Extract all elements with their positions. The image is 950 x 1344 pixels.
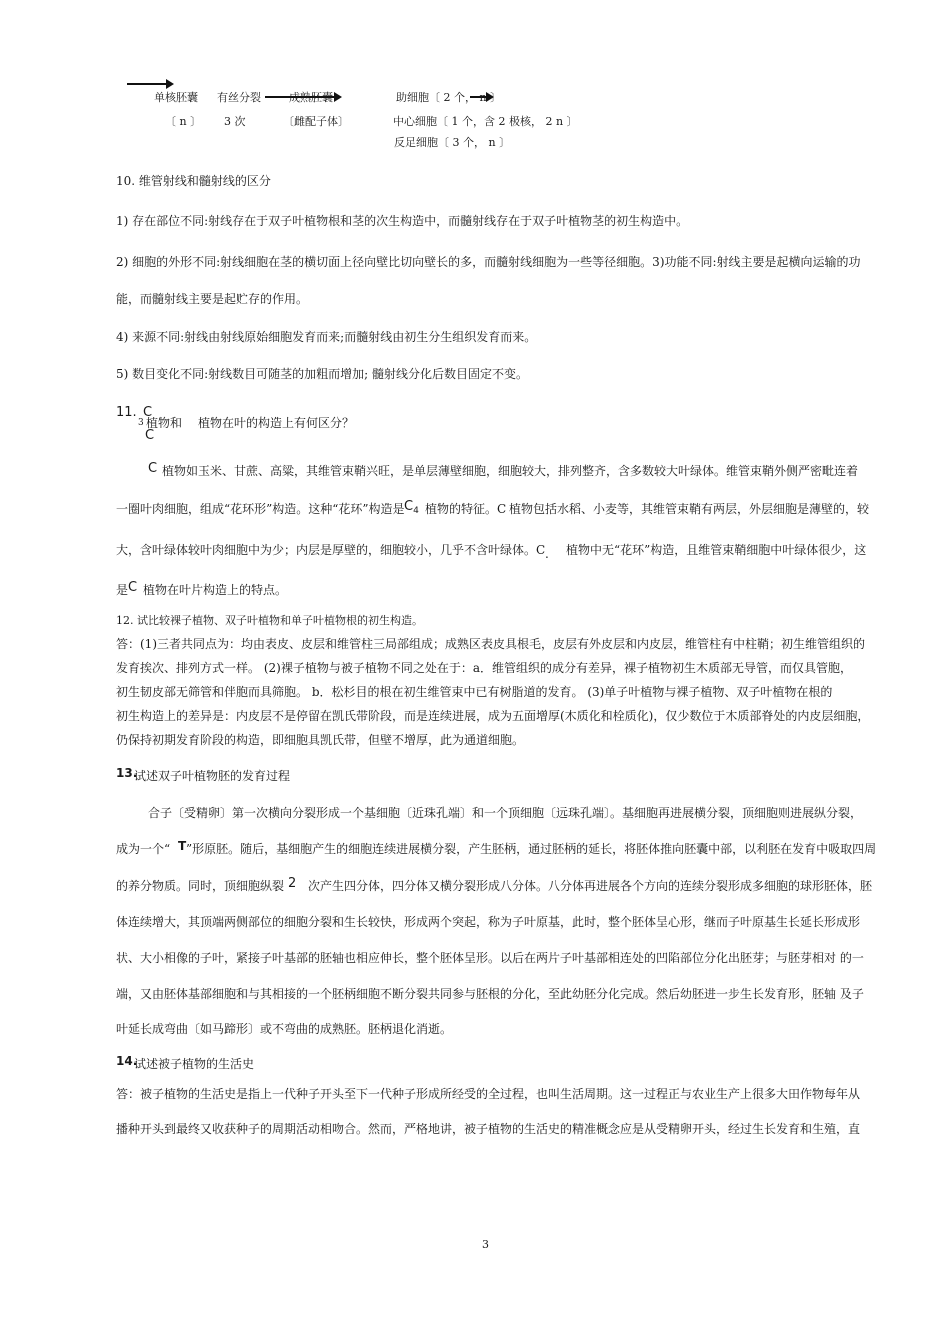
diagram-uninucleate-embryo-sac: 单核胚囊 <box>154 91 198 104</box>
q10-paragraph: 2) 细胞的外形不同:射线细胞在茎的横切面上径向壁比切向壁长的多，而髓射线细胞为一些等径细胞。3)功能不同:射线主要是起横向运输的功 <box>116 255 861 269</box>
diagram-n: 〔 n 〕 <box>165 115 202 128</box>
q10-paragraph: 能，而髓射线主要是起贮存的作用。 <box>116 292 309 306</box>
q12-title: 12. 试比较裸子植物、双子叶植物和单子叶植物根的初生构造。 <box>116 614 423 627</box>
page-number: 3 <box>482 1238 489 1251</box>
q10-paragraph: 5) 数目变化不同:射线数目可随茎的加粗而增加; 髓射线分化后数目固定不变。 <box>116 367 529 381</box>
arrow-icon <box>127 83 172 85</box>
q12-paragraph: 仍保持初期发育阶段的构造，即细胞具凯氏带，但壁不增厚，此为通道细胞。 <box>116 733 525 747</box>
diagram-mitosis: 有丝分裂 <box>217 91 261 104</box>
q12-paragraph: 初生韧皮部无筛管和伴胞而具筛胞。 b．松杉目的根在初生维管束中已有树脂道的发育。 (3)单子叶植物与裸子植物、双子叶植物在根的 <box>116 685 833 699</box>
diagram-three-times: 3 次 <box>224 115 246 128</box>
q14-paragraph: 答：被子植物的生活史是指上一代种子开头至下一代种子形成所经受的全过程，也叫生活周期。这一过程正与农业生产上很多大田作物每年从 <box>116 1087 861 1101</box>
diagram-female-gametophyte: 〔雌配子体〕 <box>283 115 349 128</box>
q13-paragraph: 叶延长成弯曲〔如马蹄形〕或不弯曲的成熟胚。胚柄退化消逝。 <box>116 1022 453 1036</box>
q13-paragraph: 合子〔受精卵〕第一次横向分裂形成一个基细胞〔近珠孔端〕和一个顶细胞〔远珠孔端〕。基细胞再进展横分裂，顶细胞则进展纵分裂， <box>148 806 863 820</box>
q12-paragraph: 答：(1)三者共同点为：均由表皮、皮层和维管柱三局部组成；成熟区表皮具根毛，皮层有外皮层和内皮层，维管柱有中柱鞘；初生维管组织的 <box>116 637 866 651</box>
diagram-central-cell: 中心细胞〔 1 个，含 2 极核， 2 n 〕 <box>393 115 578 128</box>
q10-paragraph: 4) 来源不同:射线由射线原始细胞发育而来;而髓射线由初生分生组织发育而来。 <box>116 330 537 344</box>
diagram-antipodal: 反足细胞〔 3 个， n 〕 <box>394 136 511 149</box>
q10-paragraph: 1) 存在部位不同:射线存在于双子叶植物根和茎的次生构造中，而髓射线存在于双子叶植物茎的初生构造中。 <box>116 214 689 228</box>
q13-paragraph: 状、大小相像的子叶，紧接子叶基部的胚轴也相应伸长，整个胚体呈形。以后在两片子叶基部相连处的凹陷部位分化出胚芽；与胚芽相对 的一 <box>116 951 864 965</box>
q12-paragraph: 初生构造上的差异是：内皮层不是停留在凯氏带阶段，而是连续进展，成为五面增厚(木质化和栓质化)，仅少数位于木质部脊处的内皮层细胞， <box>116 709 870 723</box>
diagram-synergid: 助细胞〔 2 个， n 〕 <box>396 91 502 104</box>
q13-paragraph: 端，又由胚体基部细胞和与其相接的一个胚柄细胞不断分裂共同参与胚根的分化，至此幼胚分化完成。然后幼胚进一步生长发育形，胚轴 及子 <box>116 987 864 1001</box>
q10-title: 10. 维管射线和髓射线的区分 <box>116 174 271 188</box>
q14-paragraph: 播种开头到最终又收获种子的周期活动相吻合。然而，严格地讲，被子植物的生活史的精准概念应是从受精卵开头，经过生长发育和生殖，直 <box>116 1122 861 1136</box>
q13-paragraph: 体连续增大，其顶端两侧部位的细胞分裂和生长较快，形成两个突起，称为子叶原基，此时，整个胚体呈心形，继而子叶原基生长延长形成形 <box>116 915 861 929</box>
diagram-mature-embryo-sac: 成熟胚囊 <box>289 91 333 104</box>
q12-paragraph: 发育挨次、排列方式一样。 (2)裸子植物与被子植物不同之处在于：a．维管组织的成分有差异，裸子植物初生木质部无导管，而仅具管胞， <box>116 661 852 675</box>
